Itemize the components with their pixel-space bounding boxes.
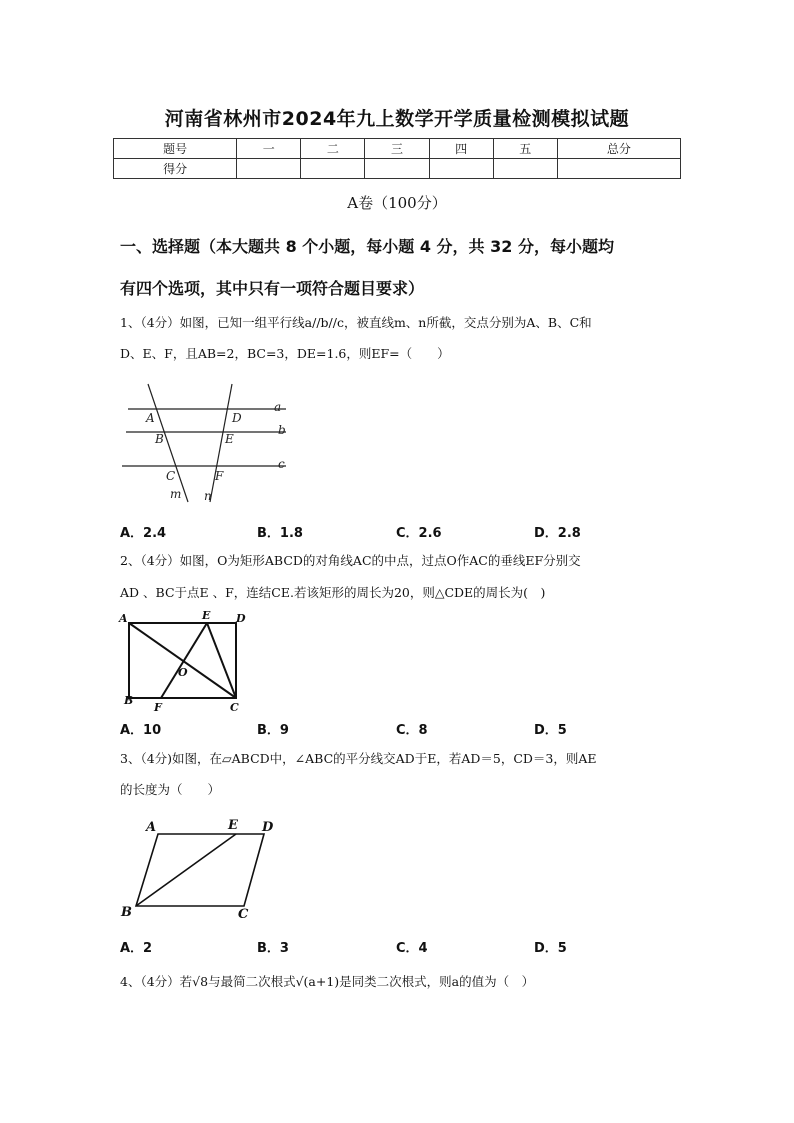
score-cell [493,159,557,179]
label-F: F [215,469,224,483]
q2-text-line1: 2、（4分）如图，O为矩形ABCD的对角线AC的中点，过点O作AC的垂线EF分别交 [120,553,581,568]
q1-option-a: A．2.4 [120,526,167,541]
label-D: D [262,820,274,835]
page-title: 河南省林州市2024年九上数学开学质量检测模拟试题 [164,108,630,130]
label-D: D [232,411,242,425]
score-cell [301,159,365,179]
score-cell [365,159,429,179]
q3-text-line2: 的长度为（ ） [120,782,221,797]
label-c: c [278,457,285,471]
label-C: C [230,701,239,714]
score-cell: 总分 [557,139,680,159]
q1-option-b: B．1.8 [257,526,303,541]
q2-option-c: C．8 [396,723,428,738]
q3-option-a: A．2 [120,941,153,956]
score-cell: 一 [237,139,301,159]
score-cell [557,159,680,179]
score-cell: 三 [365,139,429,159]
score-table-score-row [114,159,681,179]
bisector-BE [136,834,236,906]
section-heading-line2: 有四个选项，其中只有一项符合题目要求） [120,279,425,298]
label-a: a [274,400,282,414]
score-cell [429,159,493,179]
q1-text-line1: 1、（4分）如图，已知一组平行线a//b//c，被直线m、n所截，交点分别为A、B、C和 [120,315,592,330]
score-cell: 题号 [114,139,237,159]
q1-option-d: D．2.8 [534,526,581,541]
label-A: A [146,820,157,835]
score-table [113,138,681,179]
label-D: D [236,612,246,625]
segment-EF [161,623,207,698]
label-F: F [154,701,162,714]
label-A: A [146,411,155,425]
label-B: B [121,905,132,920]
parallelogram-ABCD [136,834,264,906]
line-m [148,384,188,502]
label-E: E [228,818,238,833]
label-B: B [124,694,134,707]
q1-text-line2: D、E、F，且AB=2，BC=3，DE=1.6，则EF=（ ） [120,346,450,361]
q1-parallel-lines-figure [118,380,298,505]
label-O: O [178,666,188,679]
diagonal-AC [129,623,236,698]
q2-option-b: B．9 [257,723,289,738]
q3-text-line1: 3、（4分)如图，在▱ABCD中，∠ABC的平分线交AD于E，若AD＝5，CD＝3，则AE [120,751,597,766]
q1-option-c: C．2.6 [396,526,442,541]
q3-parallelogram-figure [116,814,286,924]
q2-rectangle-figure [116,610,256,715]
q2-option-a: A．10 [120,723,162,738]
score-cell: 得分 [114,159,237,179]
label-m: m [170,487,182,501]
q3-option-c: C．4 [396,941,428,956]
score-cell [237,159,301,179]
label-b: b [278,423,286,437]
section-subtitle: A卷（100分） [347,194,447,212]
q2-option-d: D．5 [534,723,567,738]
q2-text-line2: AD 、BC于点E 、F，连结CE.若该矩形的周长为20，则△CDE的周长为( ) [120,585,546,600]
label-C: C [166,469,176,483]
score-table-header-row [114,139,681,159]
label-E: E [202,610,211,622]
section-heading-line1: 一、选择题（本大题共 8 个小题，每小题 4 分，共 32 分，每小题均 [120,237,614,256]
q3-option-d: D．5 [534,941,567,956]
label-E: E [225,432,234,446]
label-n: n [204,489,212,503]
q4-text-line1: 4、（4分）若√8与最简二次根式√(a+1)是同类二次根式，则a的值为（ ） [120,974,535,989]
score-cell: 五 [493,139,557,159]
label-B: B [155,432,164,446]
score-cell: 二 [301,139,365,159]
label-A: A [119,612,128,625]
score-cell: 四 [429,139,493,159]
label-C: C [238,907,249,922]
q3-option-b: B．3 [257,941,289,956]
